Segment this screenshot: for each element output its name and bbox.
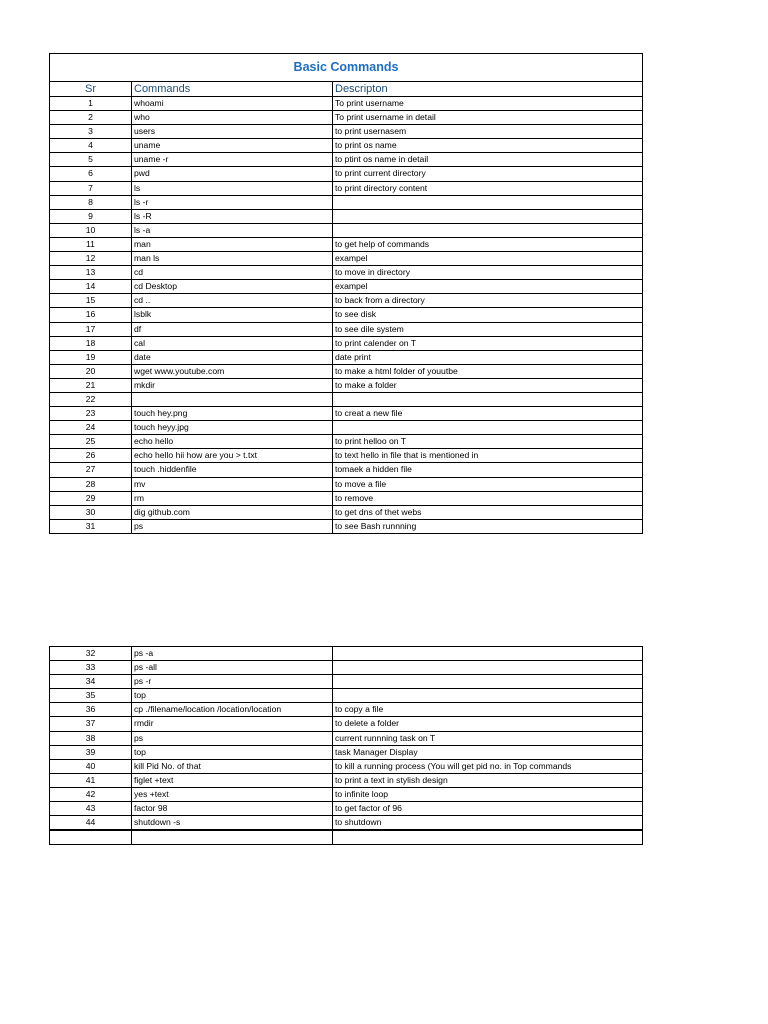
description-cell: to print os name [333, 139, 643, 153]
sr-cell: 24 [50, 421, 132, 435]
sr-cell: 31 [50, 519, 132, 533]
description-cell: to get dns of thet webs [333, 505, 643, 519]
header-commands: Commands [132, 82, 333, 97]
sr-cell: 2 [50, 111, 132, 125]
table-row [50, 477, 643, 491]
empty-cell [333, 830, 643, 845]
description-cell: to move in directory [333, 266, 643, 280]
table-row [50, 421, 643, 435]
description-cell: to see disk [333, 308, 643, 322]
command-cell [132, 392, 333, 406]
description-cell: task Manager Display [333, 745, 643, 759]
sr-cell: 36 [50, 703, 132, 717]
sr-cell: 9 [50, 209, 132, 223]
description-cell: to remove [333, 491, 643, 505]
sr-cell: 33 [50, 661, 132, 675]
sr-cell: 22 [50, 392, 132, 406]
description-cell: to delete a folder [333, 717, 643, 731]
command-cell: ls -R [132, 209, 333, 223]
command-cell: echo hello [132, 435, 333, 449]
sr-cell: 21 [50, 378, 132, 392]
sr-cell: 38 [50, 731, 132, 745]
command-cell: top [132, 745, 333, 759]
command-cell: who [132, 111, 333, 125]
command-cell: touch heyy.jpg [132, 421, 333, 435]
description-cell: to move a file [333, 477, 643, 491]
command-cell: date [132, 350, 333, 364]
command-cell: pwd [132, 167, 333, 181]
sr-cell: 11 [50, 237, 132, 251]
table-row [50, 392, 643, 406]
table-title: Basic Commands [50, 54, 643, 82]
command-cell: ls [132, 181, 333, 195]
table-row [50, 209, 643, 223]
table-row [50, 449, 643, 463]
table-row [50, 97, 643, 111]
table-row [50, 759, 643, 773]
table-1-body [50, 97, 643, 534]
table-row [50, 491, 643, 505]
table-row [50, 195, 643, 209]
description-cell: to text hello in file that is mentioned in [333, 449, 643, 463]
table-row [50, 407, 643, 421]
description-cell: to print current directory [333, 167, 643, 181]
description-cell: to print helloo on T [333, 435, 643, 449]
sr-cell: 10 [50, 223, 132, 237]
table-row [50, 252, 643, 266]
description-cell: to ptint os name in detail [333, 153, 643, 167]
description-cell [333, 209, 643, 223]
command-cell: man ls [132, 252, 333, 266]
sr-cell: 3 [50, 125, 132, 139]
command-cell: whoami [132, 97, 333, 111]
description-cell: to see Bash runnning [333, 519, 643, 533]
table-row [50, 703, 643, 717]
table-2-body [50, 647, 643, 845]
table-row [50, 731, 643, 745]
table-row [50, 647, 643, 661]
command-cell: cal [132, 336, 333, 350]
description-cell: to make a html folder of youutbe [333, 364, 643, 378]
description-cell [333, 195, 643, 209]
table-row [50, 308, 643, 322]
command-cell: shutdown -s [132, 816, 333, 831]
commands-table-2 [49, 646, 643, 845]
sr-cell: 25 [50, 435, 132, 449]
sr-cell: 35 [50, 689, 132, 703]
table-row [50, 505, 643, 519]
command-cell: dig github.com [132, 505, 333, 519]
command-cell: ps -r [132, 675, 333, 689]
sr-cell: 39 [50, 745, 132, 759]
command-cell: cp ./filename/location /location/location [132, 703, 333, 717]
command-cell: man [132, 237, 333, 251]
description-cell: exampel [333, 252, 643, 266]
sr-cell: 27 [50, 463, 132, 477]
table-row [50, 181, 643, 195]
sr-cell: 16 [50, 308, 132, 322]
description-cell [333, 647, 643, 661]
description-cell: to copy a file [333, 703, 643, 717]
command-cell: rm [132, 491, 333, 505]
sr-cell: 32 [50, 647, 132, 661]
command-cell: touch hey.png [132, 407, 333, 421]
sr-cell: 13 [50, 266, 132, 280]
description-cell: to print usernasem [333, 125, 643, 139]
table-row [50, 773, 643, 787]
sr-cell: 37 [50, 717, 132, 731]
command-cell: cd Desktop [132, 280, 333, 294]
description-cell: exampel [333, 280, 643, 294]
description-cell: to see dile system [333, 322, 643, 336]
empty-cell [132, 830, 333, 845]
sr-cell: 6 [50, 167, 132, 181]
command-cell: df [132, 322, 333, 336]
table-row [50, 519, 643, 533]
sr-cell: 40 [50, 759, 132, 773]
command-cell: rmdir [132, 717, 333, 731]
sr-cell: 26 [50, 449, 132, 463]
command-cell: ls -a [132, 223, 333, 237]
description-cell [333, 675, 643, 689]
description-cell [333, 392, 643, 406]
command-cell: touch .hiddenfile [132, 463, 333, 477]
table-row [50, 294, 643, 308]
header-description: Descripton [333, 82, 643, 97]
command-cell: echo hello hii how are you > t.txt [132, 449, 333, 463]
command-cell: ps -all [132, 661, 333, 675]
command-cell: ls -r [132, 195, 333, 209]
sr-cell: 43 [50, 802, 132, 816]
table-row [50, 364, 643, 378]
description-cell: to print directory content [333, 181, 643, 195]
table-row [50, 237, 643, 251]
description-cell: to get help of commands [333, 237, 643, 251]
table-row [50, 675, 643, 689]
commands-table-1 [49, 53, 643, 534]
table-row-empty [50, 830, 643, 845]
sr-cell: 15 [50, 294, 132, 308]
table-row [50, 266, 643, 280]
sr-cell: 30 [50, 505, 132, 519]
sr-cell: 1 [50, 97, 132, 111]
table-row [50, 223, 643, 237]
description-cell: to make a folder [333, 378, 643, 392]
table-row [50, 125, 643, 139]
description-cell: to shutdown [333, 816, 643, 831]
command-cell: wget www.youtube.com [132, 364, 333, 378]
table-row [50, 167, 643, 181]
command-cell: factor 98 [132, 802, 333, 816]
command-cell: lsblk [132, 308, 333, 322]
description-cell: tomaek a hidden file [333, 463, 643, 477]
command-cell: yes +text [132, 787, 333, 801]
header-sr: Sr [50, 82, 132, 97]
description-cell: to creat a new file [333, 407, 643, 421]
table-row [50, 280, 643, 294]
description-cell: to back from a directory [333, 294, 643, 308]
table-row [50, 463, 643, 477]
sr-cell: 7 [50, 181, 132, 195]
command-cell: top [132, 689, 333, 703]
command-cell: uname [132, 139, 333, 153]
description-cell [333, 421, 643, 435]
description-cell: date print [333, 350, 643, 364]
table-row [50, 745, 643, 759]
sr-cell: 44 [50, 816, 132, 831]
command-cell: users [132, 125, 333, 139]
table-row [50, 661, 643, 675]
description-cell [333, 661, 643, 675]
sr-cell: 14 [50, 280, 132, 294]
description-cell: to print a text in stylish design [333, 773, 643, 787]
sr-cell: 34 [50, 675, 132, 689]
table-row [50, 689, 643, 703]
sr-cell: 28 [50, 477, 132, 491]
table-row [50, 350, 643, 364]
description-cell: to print calender on T [333, 336, 643, 350]
sr-cell: 23 [50, 407, 132, 421]
description-cell: to kill a running process (You will get pid no. in Top commands [333, 759, 643, 773]
description-cell: to get factor of 96 [333, 802, 643, 816]
command-cell: mv [132, 477, 333, 491]
sr-cell: 17 [50, 322, 132, 336]
command-cell: cd .. [132, 294, 333, 308]
sr-cell: 18 [50, 336, 132, 350]
description-cell [333, 689, 643, 703]
description-cell: current runnning task on T [333, 731, 643, 745]
table-row [50, 322, 643, 336]
sr-cell: 29 [50, 491, 132, 505]
sr-cell: 41 [50, 773, 132, 787]
table-row [50, 153, 643, 167]
table-row [50, 378, 643, 392]
table-row [50, 816, 643, 831]
table-row [50, 336, 643, 350]
sr-cell: 12 [50, 252, 132, 266]
sr-cell: 8 [50, 195, 132, 209]
description-cell [333, 223, 643, 237]
command-cell: ps [132, 731, 333, 745]
sr-cell: 42 [50, 787, 132, 801]
table-row [50, 787, 643, 801]
sr-cell: 4 [50, 139, 132, 153]
table-row [50, 435, 643, 449]
table-row [50, 802, 643, 816]
description-cell: To print username in detail [333, 111, 643, 125]
table-row [50, 111, 643, 125]
description-cell: To print username [333, 97, 643, 111]
table-row [50, 139, 643, 153]
command-cell: cd [132, 266, 333, 280]
command-cell: kill Pid No. of that [132, 759, 333, 773]
table-row [50, 717, 643, 731]
command-cell: ps -a [132, 647, 333, 661]
description-cell: to infinite loop [333, 787, 643, 801]
command-cell: uname -r [132, 153, 333, 167]
command-cell: ps [132, 519, 333, 533]
sr-cell: 19 [50, 350, 132, 364]
sr-cell: 5 [50, 153, 132, 167]
command-cell: mkdir [132, 378, 333, 392]
empty-cell [50, 830, 132, 845]
sr-cell: 20 [50, 364, 132, 378]
command-cell: figlet +text [132, 773, 333, 787]
